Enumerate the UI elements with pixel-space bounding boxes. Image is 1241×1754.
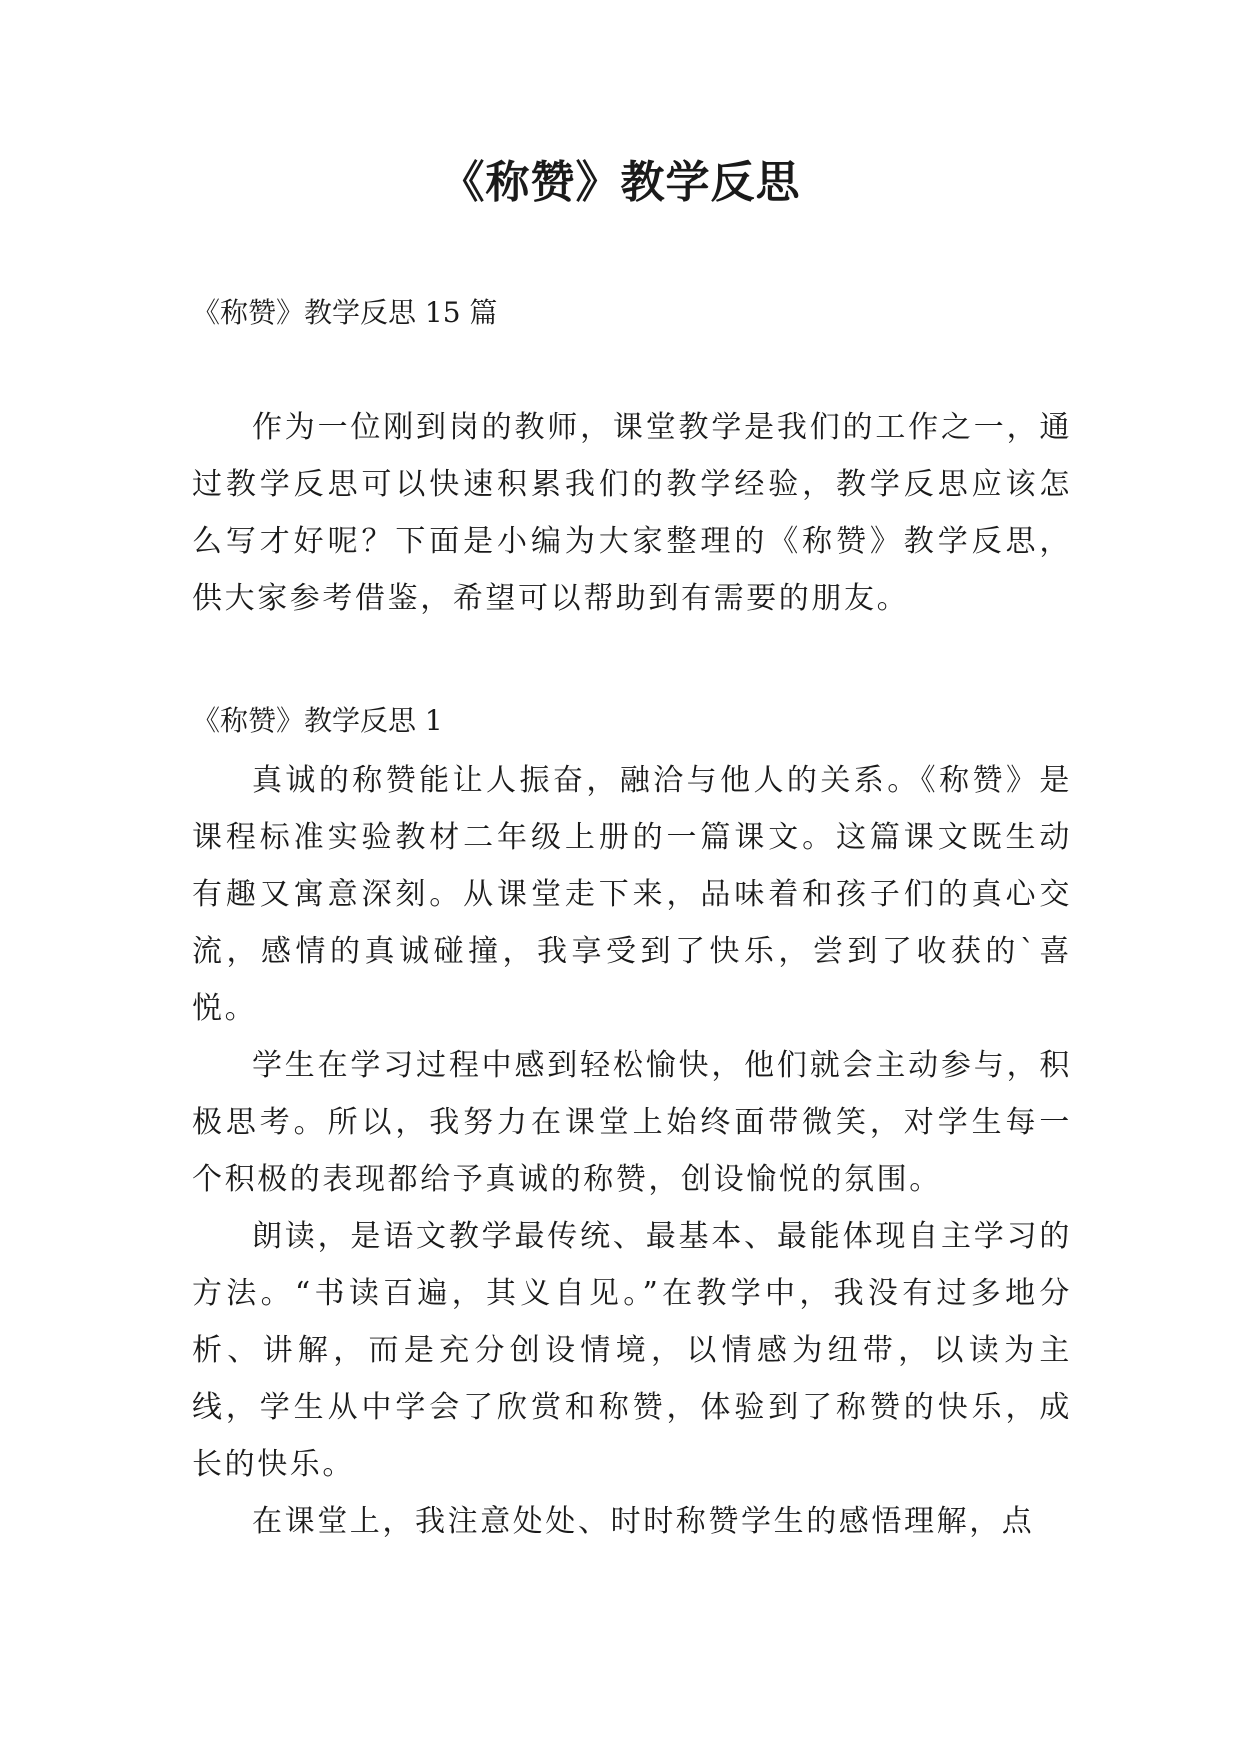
document-title: 《称赞》教学反思 [440,157,801,208]
body-paragraph: 学生在学习过程中感到轻松愉快，他们就会主动参与，积极思考。所以，我努力在课堂上始终面带微笑，对学生每一个积极的表现都给予真诚的称赞，创设愉悦的氛围。 [192,1048,1072,1197]
body-paragraph: 真诚的称赞能让人振奋，融洽与他人的关系。《称赞》是课程标准实验教材二年级上册的一篇课文。这篇课文既生动有趣又寓意深刻。从课堂走下来，品味着和孩子们的真心交流，感情的真诚碰撞，我享受到了快乐，尝到了收获的`喜悦。 [192,763,1072,1026]
body-paragraph: 朗读，是语文教学最传统、最基本、最能体现自主学习的方法。“书读百遍，其义自见。”在教学中，我没有过多地分析、讲解，而是充分创设情境，以情感为纽带，以读为主线，学生从中学会了欣赏和称赞，体验到了称赞的快乐，成长的快乐。 [192,1219,1072,1482]
intro-block [192,399,1072,627]
body-paragraph: 在课堂上，我注意处处、时时称赞学生的感悟理解，点 [252,1504,1035,1539]
section-heading: 《称赞》教学反思 1 [192,704,443,737]
document-subtitle: 《称赞》教学反思 15 篇 [192,296,498,329]
intro-paragraph: 作为一位刚到岗的教师，课堂教学是我们的工作之一，通过教学反思可以快速积累我们的教学经验，教学反思应该怎么写才好呢？下面是小编为大家整理的《称赞》教学反思，供大家参考借鉴，希望可以帮助到有需要的朋友。 [192,410,1072,616]
section-body [192,752,1072,1550]
